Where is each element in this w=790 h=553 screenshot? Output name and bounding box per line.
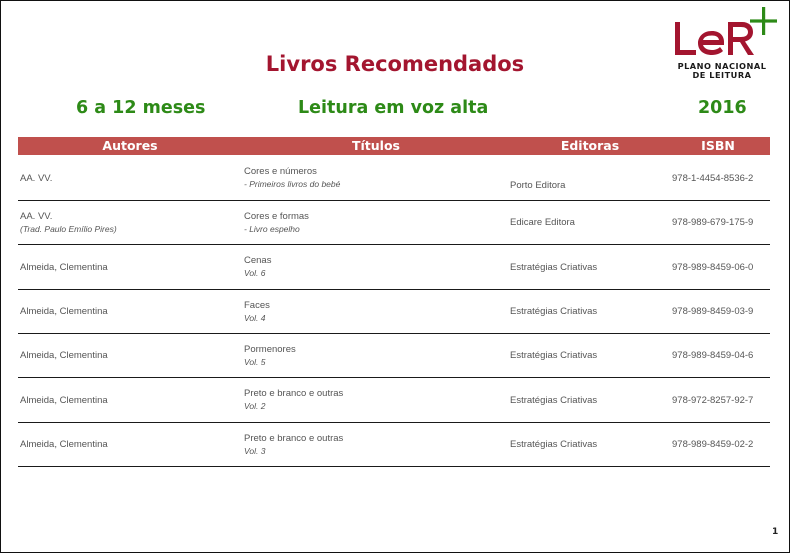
table-header bbox=[18, 137, 770, 155]
column-header-authors: Autores bbox=[102, 138, 158, 153]
isbn-cell: 978-989-8459-03-9 bbox=[672, 306, 754, 317]
isbn-cell: 978-989-679-175-9 bbox=[672, 217, 754, 228]
ler-logo-mark bbox=[670, 6, 780, 56]
title-cell: Cenas bbox=[244, 255, 272, 266]
table-row bbox=[18, 200, 770, 245]
publisher-cell: Estratégias Criativas bbox=[510, 395, 598, 406]
column-header-publishers: Editoras bbox=[560, 138, 620, 153]
table-row bbox=[18, 377, 770, 423]
logo-line-1: PLANO NACIONAL bbox=[677, 61, 767, 71]
title-cell: Faces bbox=[244, 300, 270, 311]
logo-line-2: DE LEITURA bbox=[692, 70, 752, 80]
column-header-isbn: ISBN bbox=[701, 138, 735, 153]
author-cell: Almeida, Clementina bbox=[20, 439, 108, 450]
publisher-cell: Estratégias Criativas bbox=[510, 439, 598, 450]
title-cell: Preto e branco e outras bbox=[244, 388, 344, 399]
title-cell: Pormenores bbox=[244, 344, 296, 355]
table-row bbox=[18, 244, 770, 290]
isbn-cell: 978-972-8257-92-7 bbox=[672, 395, 754, 406]
subtitle-cell: - Livro espelho bbox=[244, 224, 300, 234]
publisher-cell: Estratégias Criativas bbox=[510, 262, 598, 273]
author-cell: AA. VV. bbox=[20, 211, 53, 222]
activity-label: Leitura em voz alta bbox=[298, 98, 489, 118]
table-row bbox=[18, 289, 770, 334]
author-cell: Almeida, Clementina bbox=[20, 262, 108, 273]
author-note-cell: (Trad. Paulo Emílio Pires) bbox=[20, 224, 117, 234]
publisher-cell: Estratégias Criativas bbox=[510, 306, 598, 317]
title-cell: Cores e números bbox=[244, 166, 317, 177]
isbn-cell: 978-989-8459-02-2 bbox=[672, 439, 754, 450]
subtitle-cell: Vol. 4 bbox=[244, 313, 266, 323]
author-cell: AA. VV. bbox=[20, 173, 53, 184]
publisher-cell: Estratégias Criativas bbox=[510, 350, 598, 361]
table-row bbox=[18, 155, 770, 201]
subtitle-cell: Vol. 2 bbox=[244, 401, 266, 411]
subtitle-cell: Vol. 5 bbox=[244, 357, 266, 367]
author-cell: Almeida, Clementina bbox=[20, 350, 108, 361]
subtitle-cell: Vol. 3 bbox=[244, 446, 266, 456]
title-cell: Preto e branco e outras bbox=[244, 433, 344, 444]
age-range: 6 a 12 meses bbox=[76, 98, 206, 118]
author-cell: Almeida, Clementina bbox=[20, 306, 108, 317]
year-label: 2016 bbox=[698, 98, 747, 118]
table-row bbox=[18, 333, 770, 378]
column-header-titles: Títulos bbox=[352, 138, 400, 153]
author-cell: Almeida, Clementina bbox=[20, 395, 108, 406]
publisher-cell: Porto Editora bbox=[510, 180, 566, 191]
isbn-cell: 978-989-8459-04-6 bbox=[672, 350, 754, 361]
subtitle-cell: - Primeiros livros do bebé bbox=[244, 179, 341, 189]
isbn-cell: 978-989-8459-06-0 bbox=[672, 262, 754, 273]
table-row bbox=[18, 422, 770, 467]
page-number: 1 bbox=[772, 527, 779, 537]
publisher-cell: Edicare Editora bbox=[510, 217, 575, 228]
title-cell: Cores e formas bbox=[244, 211, 309, 222]
document-title: Livros Recomendados bbox=[265, 52, 525, 76]
subtitle-cell: Vol. 6 bbox=[244, 268, 266, 278]
isbn-cell: 978-1-4454-8536-2 bbox=[672, 173, 754, 184]
